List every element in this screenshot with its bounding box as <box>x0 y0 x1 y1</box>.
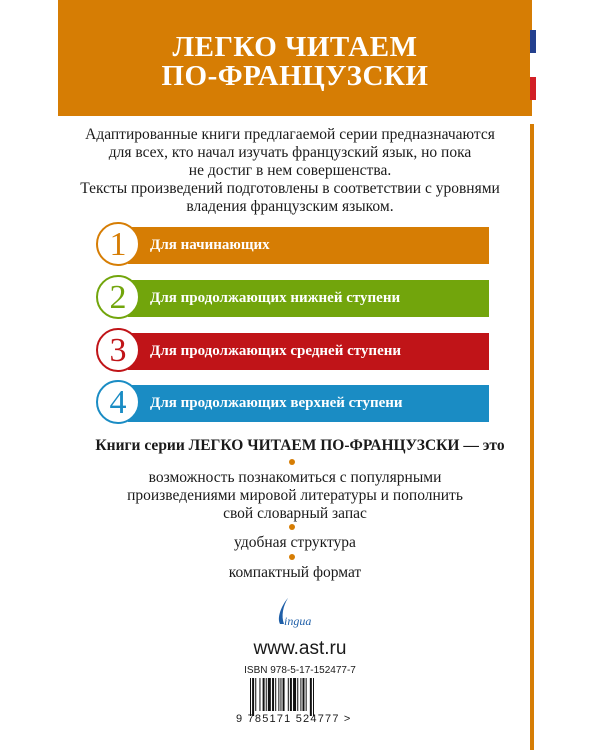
flag-stripe-blue <box>530 30 536 53</box>
intro-line: Адаптированные книги предлагаемой серии предназначаются <box>85 126 495 143</box>
title-line-1: ЛЕГКО ЧИТАЕМ <box>172 31 418 63</box>
barcode-bar <box>255 678 256 711</box>
barcode-bar <box>293 678 296 711</box>
flag-stripe-white <box>530 53 536 77</box>
barcode-bar <box>278 678 279 711</box>
barcode-bar <box>306 678 307 711</box>
barcode-bar <box>300 678 301 711</box>
flag-stripe-red <box>530 77 536 100</box>
level-band-4 <box>128 385 489 422</box>
feature-line: удобная структура <box>234 534 356 551</box>
barcode-bar <box>310 678 312 716</box>
level-band-3 <box>128 333 489 370</box>
barcode <box>250 678 342 716</box>
level-number-4: 4 <box>96 380 140 424</box>
barcode-bar <box>252 678 254 716</box>
bullet-icon <box>289 459 295 465</box>
title-line-2: ПО-ФРАНЦУЗСКИ <box>161 60 429 92</box>
barcode-bar <box>259 678 260 711</box>
isbn-text: ISBN 978-5-17-152477-7 <box>244 665 356 676</box>
level-label: Для продолжающих нижней ступени <box>150 290 401 306</box>
bullet-icon <box>289 524 295 530</box>
feature-line: компактный формат <box>228 564 362 581</box>
level-label: Для начинающих <box>150 237 270 253</box>
feature-item <box>60 564 530 582</box>
barcode-bar <box>268 678 271 711</box>
publisher-url: www.ast.ru <box>253 638 347 659</box>
barcode-bar <box>313 678 314 716</box>
level-number-1: 1 <box>96 222 140 266</box>
feature-item <box>60 469 530 523</box>
barcode-bar <box>283 678 285 711</box>
feature-item <box>60 534 530 552</box>
svg-text:ingua: ingua <box>284 614 312 628</box>
barcode-bar <box>263 678 265 711</box>
intro-text <box>70 126 510 216</box>
feature-line: свой словарный запас <box>223 505 367 522</box>
bullet-icon <box>289 554 295 560</box>
barcode-bar <box>303 678 305 711</box>
level-number-2: 2 <box>96 275 140 319</box>
barcode-bar <box>290 678 292 711</box>
feature-line: возможность познакомиться с популярными <box>148 469 442 486</box>
barcode-bar <box>280 678 281 711</box>
barcode-bar <box>250 678 251 716</box>
level-number-3: 3 <box>96 328 140 372</box>
barcode-bar <box>275 678 276 711</box>
level-band-1 <box>128 227 489 264</box>
intro-line: владения французским языком. <box>186 198 394 215</box>
intro-line: Тексты произведений подготовлены в соответствии с уровнями <box>80 180 500 197</box>
feature-line: произведениями мировой литературы и пополнить <box>127 487 463 504</box>
barcode-bar <box>297 678 298 711</box>
level-band-2 <box>128 280 489 317</box>
barcode-bar <box>288 678 289 711</box>
barcode-bar <box>266 678 267 711</box>
features-lead: Книги серии ЛЕГКО ЧИТАЕМ ПО-ФРАНЦУЗСКИ — это <box>95 437 505 454</box>
barcode-digits: 9 785171 524777 > <box>236 713 352 725</box>
intro-line: для всех, кто начал изучать французский язык, но пока <box>108 144 472 161</box>
intro-line: не достиг в нем совершенства. <box>188 162 392 179</box>
lingua-logo <box>266 594 336 634</box>
lingua-logo-icon <box>266 594 336 634</box>
level-label: Для продолжающих верхней ступени <box>150 395 403 411</box>
series-title <box>58 33 532 91</box>
level-label: Для продолжающих средней ступени <box>150 343 402 359</box>
barcode-bar <box>272 678 274 711</box>
